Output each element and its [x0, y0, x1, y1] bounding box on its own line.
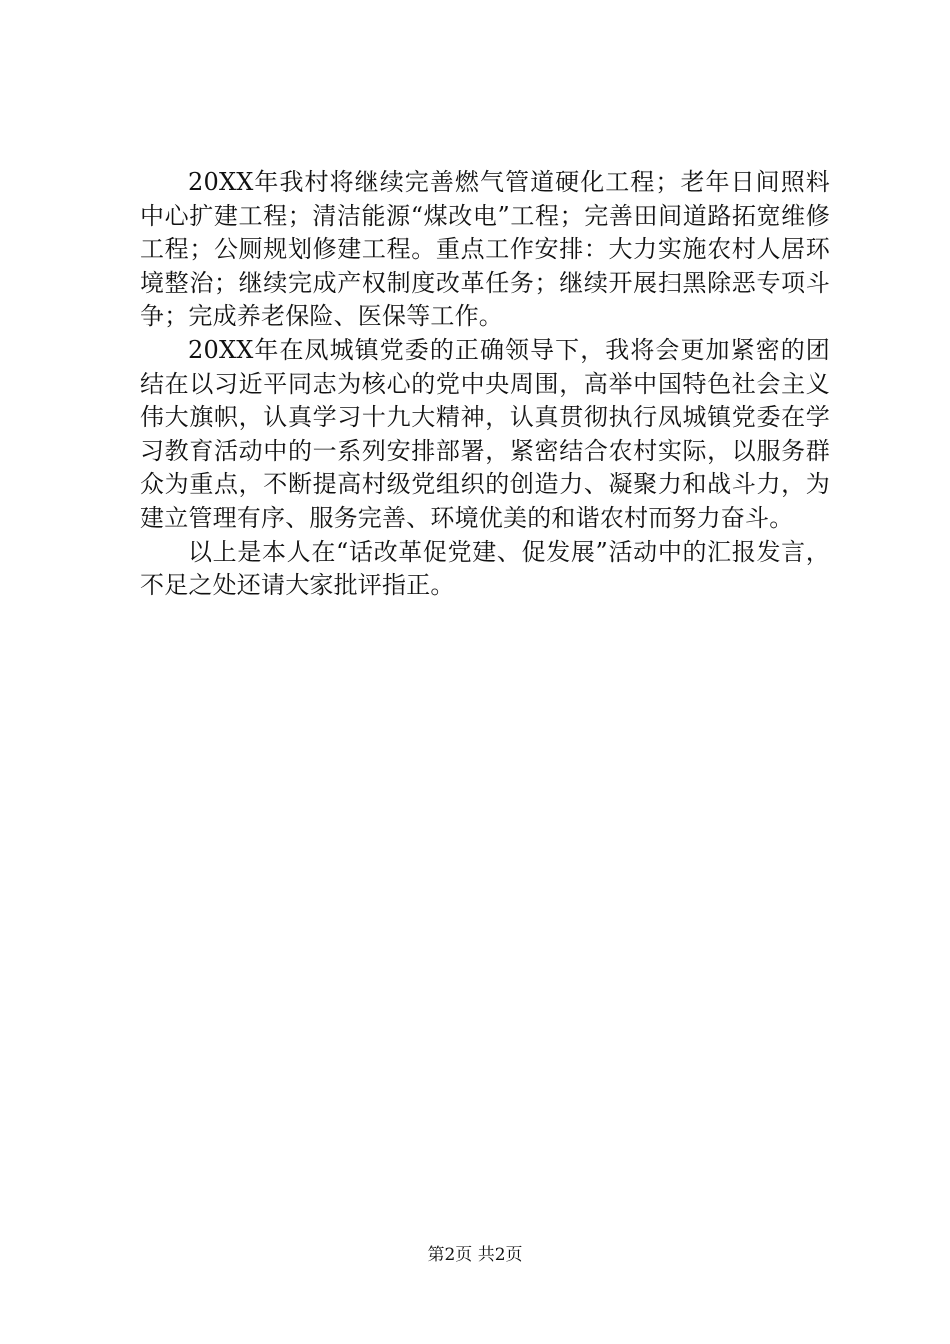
document-body — [140, 166, 830, 603]
paragraph-closing: 以上是本人在“话改革促党建、促发展”活动中的汇报发言，不足之处还请大家批评指正。 — [140, 537, 830, 600]
page-number-label: 第2页 共2页 — [427, 1245, 523, 1265]
page-footer — [0, 1243, 950, 1267]
paragraph-work-plan: 20XX年我村将继续完善燃气管道硬化工程；老年日间照料中心扩建工程；清洁能源“煤改电”工程；完善田间道路拓宽维修工程；公厕规划修建工程。重点工作安排：大力实施农村人居环境整治；继续完成产权制度改革任务；继续开展扫黑除恶专项斗争；完成养老保险、医保等工作。 — [140, 168, 830, 331]
paragraph-commitment: 20XX年在凤城镇党委的正确领导下，我将会更加紧密的团结在以习近平同志为核心的党中央周围，高举中国特色社会主义伟大旗帜，认真学习十九大精神，认真贯彻执行凤城镇党委在学习教育活动中的一系列安排部署，紧密结合农村实际，以服务群众为重点，不断提高村级党组织的创造力、凝聚力和战斗力，为建立管理有序、服务完善、环境优美的和谐农村而努力奋斗。 — [140, 335, 830, 532]
